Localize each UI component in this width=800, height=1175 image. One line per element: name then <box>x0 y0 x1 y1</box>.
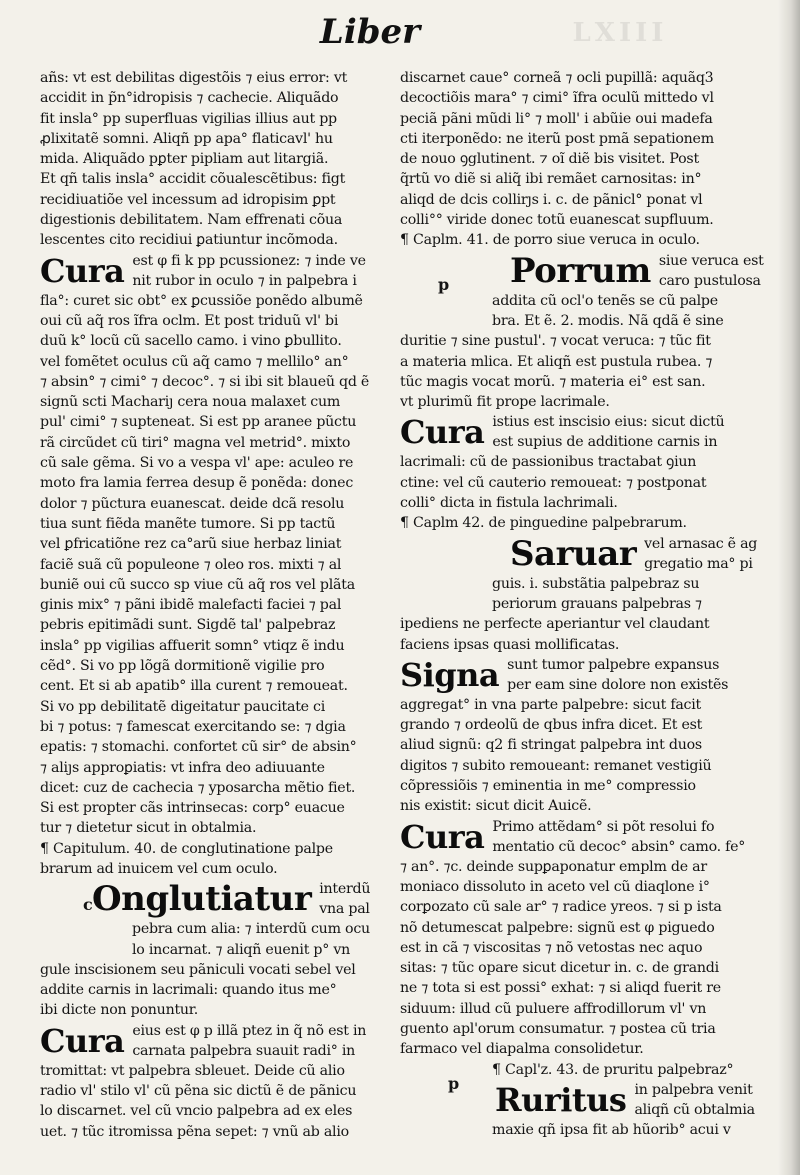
text-line: est φ fi k pp pcussionez: ⁊ inde ve <box>132 252 366 269</box>
section-heading-cura-2 <box>40 1021 395 1061</box>
cura-3-body <box>400 452 772 533</box>
text-line: guento apl'orum consumatur. ⁊ postea cũ tria <box>400 1020 716 1037</box>
text-line: tromittat: vt palpebra sbleuet. Deide cũ alio <box>40 1062 345 1079</box>
decorated-initial: Cura <box>400 413 485 452</box>
text-line: gregatio ma° pi <box>644 555 753 572</box>
section-heading-pruritus <box>400 1080 772 1120</box>
text-line: bi ⁊ potus: ⁊ famescat exercitando se: ⁊ dgia <box>40 718 346 735</box>
text-line: faciens ipsas quasi mollificatas. <box>400 636 620 653</box>
right-column <box>400 68 772 1140</box>
cura-4-body <box>400 857 772 1080</box>
text-line: decoctiõis mara° ⁊ cimi° ĩfra oculũ mittedo vl <box>400 90 714 107</box>
text-line: corꝑozato cũ sale ar° ⁊ radice yreos. ⁊ si p ista <box>400 899 722 916</box>
text-line: pul' cimi° ⁊ supteneat. Si est pp aranee pũctu <box>40 414 357 431</box>
text-line: dicet: cuz de cachecia ⁊ yposarcha mẽtio fiet. <box>40 779 356 796</box>
text-line: vel ꝑfricatiõne rez ca°arũ siue herbaz liniat <box>40 536 342 553</box>
text-line: lescentes cito recidiui ꝑatiuntur incõmoda. <box>40 232 338 249</box>
conglutinatur-body <box>40 919 395 1020</box>
text-line: ⁊ absin° ⁊ cimi° ⁊ decoc°. ⁊ si ibi sit blaueũ qd ẽ <box>40 373 370 390</box>
margin-letter-c: c <box>83 895 93 914</box>
text-line: cẽd°. Si vo pp lõgã dormitionẽ vigilie pro <box>40 658 325 675</box>
decorated-initial: Porrum <box>510 250 651 291</box>
text-line: mida. Aliquãdo pꝑter pipliam aut litargiã. <box>40 151 329 168</box>
heading-text <box>659 251 764 291</box>
decorated-initial: Cura <box>400 817 485 856</box>
text-line: duritie ⁊ sine pustul'. ⁊ vocat veruca: ⁊ tũc fit <box>400 333 711 350</box>
text-line: aliqd de dcis collirȷs i. c. de pãnicl° ponat vl <box>400 191 703 208</box>
text-line: eius est φ p illã ptez in q̃ nõ est in <box>132 1022 367 1039</box>
text-line: epatis: ⁊ stomachi. confortet cũ sir° de absin° <box>40 739 357 756</box>
text-line: aggregat° in vna parte palpebre: sicut facit <box>400 696 701 713</box>
text-line: grando ⁊ ordeolũ de qbus infra dicet. Et est <box>400 717 703 734</box>
text-line: istius est inscisio eius: sicut dictũ <box>492 414 725 431</box>
text-line: nit rubor in oculo ⁊ in palpebra i <box>132 272 357 289</box>
text-line: nis existit: sicut dicit Auicẽ. <box>400 798 592 815</box>
section-heading-cura-4 <box>400 817 772 857</box>
text-line: ⁊ aliȷs approꝑiatis: vt infra deo adiuuante <box>40 759 325 776</box>
text-line: digitos ⁊ subito remoueant: remanet vestigiũ <box>400 757 712 774</box>
text-line: cti iterponẽdo: ne iterũ post pmã sepationem <box>400 130 714 147</box>
heading-text <box>132 1021 366 1061</box>
cura-2-body <box>40 1061 395 1142</box>
section-heading-cura <box>40 251 395 291</box>
text-line: insla° pp vigilias affuerit somn° vtiqz ẽ indu <box>40 637 345 654</box>
text-line: sitas: ⁊ tũc opare sicut dicetur in. c. de grandi <box>400 960 719 977</box>
text-line: discarnet caue° corneã ⁊ ocli pupillã: aquãq3 <box>400 70 714 86</box>
heading-text <box>634 1080 754 1120</box>
chapter-heading-43: ¶ Capl'z. 43. de pruritu palpebraz° <box>492 1061 734 1078</box>
running-head: Liber <box>319 12 421 52</box>
text-line: fla°: curet sic obt° ex ꝑcussiõe ponẽdo albumẽ <box>40 292 363 309</box>
chapter-heading-41: ¶ Caplm. 41. de porro siue veruca in oculo. <box>400 232 700 249</box>
section-heading-signa <box>400 655 772 695</box>
text-line: cent. Et si ab apatib° illa curent ⁊ remoueat. <box>40 678 348 695</box>
text-line: añs: vt est debilitas digestõis ⁊ eius error: vt <box>40 70 348 86</box>
text-line: maxie qñ ipsa fit ab hũorib° acui v <box>492 1121 731 1138</box>
left-text-block-a <box>40 68 395 251</box>
decorated-initial: Signa <box>400 655 500 694</box>
text-line: peciã pãni mũdi li° ⁊ moll' i abũie oui madefa <box>400 110 713 127</box>
decorated-initial: Cura <box>40 251 125 290</box>
text-line: ꝓlixitatẽ somni. Aliqñ pp apa° flaticavl' hu <box>40 130 333 147</box>
text-line: aliud signũ: q2 fi stringat palpebra int duos <box>400 737 702 754</box>
pruritus-body <box>400 1120 772 1140</box>
text-line: cõpressiõis ⁊ eminentia in me° compressio <box>400 778 696 795</box>
text-line: gule inscisionem seu pãniculi vocati sebel vel <box>40 961 356 978</box>
text-line: tũc magis vocat morũ. ⁊ materia ei° est san. <box>400 373 706 390</box>
text-line: tur ⁊ dietetur sicut in obtalmia. <box>40 820 257 837</box>
text-line: recidiuatiõe vel incessum ad idropisim ꝑpt <box>40 191 336 208</box>
text-line: addita cũ ocl'o tenẽs se cũ palpe <box>492 292 718 309</box>
text-line: moniaco dissoluto in aceto vel cũ diaqlone i° <box>400 878 710 895</box>
text-line: bra. Et ẽ. 2. modis. Nã qdã ẽ sine <box>492 312 724 329</box>
text-line: oui cũ aq̃ ros ĩfra oclm. Et post triduũ vl' bi <box>40 312 339 329</box>
heading-text <box>507 655 728 695</box>
text-line: signũ scti Machariȷ cera noua malaxet cum <box>40 394 341 411</box>
saruar-body <box>400 574 772 655</box>
text-line: ne ⁊ tota si est possi° exhat: ⁊ si aliqd fuerit re <box>400 980 721 997</box>
text-line: q̃rtũ vo diẽ si aliq̃ ibi remãet carnositas: in° <box>400 171 702 188</box>
heading-text <box>132 251 365 291</box>
decorated-initial: Ruritus <box>495 1080 627 1119</box>
text-line: lacrimali: cũ de passionibus tractabat ꝯiun <box>400 454 697 471</box>
text-line: a materia mlica. Et aliqñ est pustula rubea. ⁊ <box>400 353 713 370</box>
decorated-initial: Saruar <box>510 533 637 574</box>
text-line: ipediens ne perfecte aperiantur vel claudant <box>400 616 710 633</box>
text-line: rã circũdet cũ tiri° magna vel metrid°. mixto <box>40 434 351 451</box>
text-line: siduum: illud cũ puluere affrodillorum vl' vn <box>400 1000 707 1017</box>
text-line: colli°° viride donec totũ euanescat supfluum. <box>400 212 714 229</box>
text-line: radio vl' stilo vl' cũ pẽna sic dictũ ẽ de pãnicu <box>40 1083 357 1100</box>
text-line: ⁊ an°. ⁊c. deinde supꝑaponatur emplm de ar <box>400 858 707 875</box>
text-line: guis. i. substãtia palpebraz su <box>492 575 700 592</box>
text-line: ginis mix° ⁊ pãni ibidẽ malefacti faciei ⁊ pal <box>40 597 342 614</box>
text-line: vt plurimũ fit prope lacrimale. <box>400 394 610 411</box>
margin-letter-p: p <box>438 275 450 294</box>
text-line: Si vo pp debilitatẽ digeitatur paucitate ci <box>40 698 326 715</box>
text-line: Primo attẽdam° si põt resolui fo <box>492 818 715 835</box>
text-line: mentatio cũ decoc° absin° camo. fe° <box>492 838 746 855</box>
text-line: accidit in p̃n°idropisis ⁊ cachecie. Aliquãdo <box>40 90 339 107</box>
chapter-heading-40 <box>40 839 395 880</box>
text-line: in palpebra venit <box>634 1081 753 1098</box>
text-line: buniẽ oui cũ succo sp viue cũ aq̃ ros vel plãta <box>40 576 355 593</box>
text-line: de nouo ꝯglutinent. ⁊ oĩ diẽ bis visitet. Post <box>400 151 699 168</box>
text-line: tiua sunt fiẽda manẽte tumore. Si pp tactũ <box>40 515 336 532</box>
text-line: vel fomẽtet oculus cũ aq̃ camo ⁊ mellilo° an° <box>40 353 349 370</box>
decorated-initial: Cura <box>40 1021 125 1060</box>
text-line: pebra cum alia: ⁊ interdũ cum ocu <box>132 921 370 938</box>
text-line: cũ sale gẽma. Si vo a vespa vl' ape: aculeo re <box>40 455 354 472</box>
text-line: fit insla° pp superfluas vigilias illius aut pp <box>40 110 337 127</box>
text-line: siue veruca est <box>658 252 764 269</box>
heading-text <box>644 534 757 574</box>
page-edge-shadow <box>778 0 800 1175</box>
section-heading-conglutinatur <box>40 879 395 919</box>
decorated-initial: Onglutiatur <box>92 879 312 920</box>
text-line: lo discarnet. vel cũ vncio palpebra ad ex eles <box>40 1103 353 1120</box>
chapter-heading-42: ¶ Caplm 42. de pinguedine palpebrarum. <box>400 515 687 532</box>
heading-text <box>492 817 745 857</box>
text-line: carnata palpebra suauit radi° in <box>132 1042 356 1059</box>
text-line: dolor ⁊ pũctura euanescat. deide dcã resolu <box>40 495 345 512</box>
text-line: Et qñ talis insla° accidit cõualescẽtibus: figt <box>40 171 346 188</box>
text-line: lo incarnat. ⁊ aliqñ euenit p° vn <box>132 941 350 958</box>
heading-text <box>319 879 370 919</box>
right-text-block-a <box>400 68 772 251</box>
heading-text <box>492 412 724 452</box>
porrum-body <box>400 291 772 413</box>
text-line: per eam sine dolore non existẽs <box>507 676 729 693</box>
text-line: faciẽ suã cũ populeone ⁊ oleo ros. mixti ⁊ al <box>40 556 342 573</box>
section-heading-saruar <box>400 534 772 574</box>
text-line: periorum grauans palpebras ⁊ <box>492 595 702 612</box>
text-line: ibi dicte non ponuntur. <box>40 1002 199 1019</box>
text-line: vel arnasac ẽ ag <box>644 535 758 552</box>
signa-body <box>400 695 772 817</box>
text-line: moto fra lamia ferrea desup ẽ ponẽda: donec <box>40 475 354 492</box>
text-line: colli° dicta in fistula lachrimali. <box>400 495 618 512</box>
section-heading-porrum <box>400 251 772 291</box>
text-line: sunt tumor palpebre expansus <box>507 656 720 673</box>
text-line: aliqñ cũ obtalmia <box>634 1101 755 1118</box>
text-line: pebris epitimãdi sunt. Sigdẽ tal' palpebraz <box>40 617 336 634</box>
text-line: caro pustulosa <box>658 272 761 289</box>
text-line: brarum ad inuicem vel cum oculo. <box>40 860 278 877</box>
text-line: duũ k° locũ cũ sacello camo. i vino ꝑbullito. <box>40 333 342 350</box>
text-line: uet. ⁊ tũc itromissa pẽna sepet: ⁊ vnũ ab alio <box>40 1123 349 1140</box>
left-column <box>40 68 395 1142</box>
text-line: ctine: vel cũ cauterio remoueat: ⁊ postponat <box>400 474 707 491</box>
show-through-header: LXIII <box>572 18 668 48</box>
text-line: digestionis debilitatem. Nam effrenati cõua <box>40 212 343 229</box>
text-line: vna pal <box>319 901 370 918</box>
section-heading-cura-3 <box>400 412 772 452</box>
cura-body <box>40 291 395 839</box>
text-line: est supius de additione carnis in <box>492 434 718 451</box>
text-line: nõ detumescat palpebre: signũ est φ piguedo <box>400 919 715 936</box>
text-line: Si est propter cãs intrinsecas: corp° euacue <box>40 800 345 817</box>
text-line: ¶ Capitulum. 40. de conglutinatione palpe <box>40 840 333 857</box>
text-line: est in cã ⁊ viscositas ⁊ nõ vetostas nec aquo <box>400 939 703 956</box>
text-line: farmaco vel diapalma consolidetur. <box>400 1041 644 1058</box>
text-line: addite carnis in lacrimali: quando itus me° <box>40 982 337 999</box>
text-line: interdũ <box>319 881 371 898</box>
margin-letter-p-2: p <box>448 1074 460 1093</box>
